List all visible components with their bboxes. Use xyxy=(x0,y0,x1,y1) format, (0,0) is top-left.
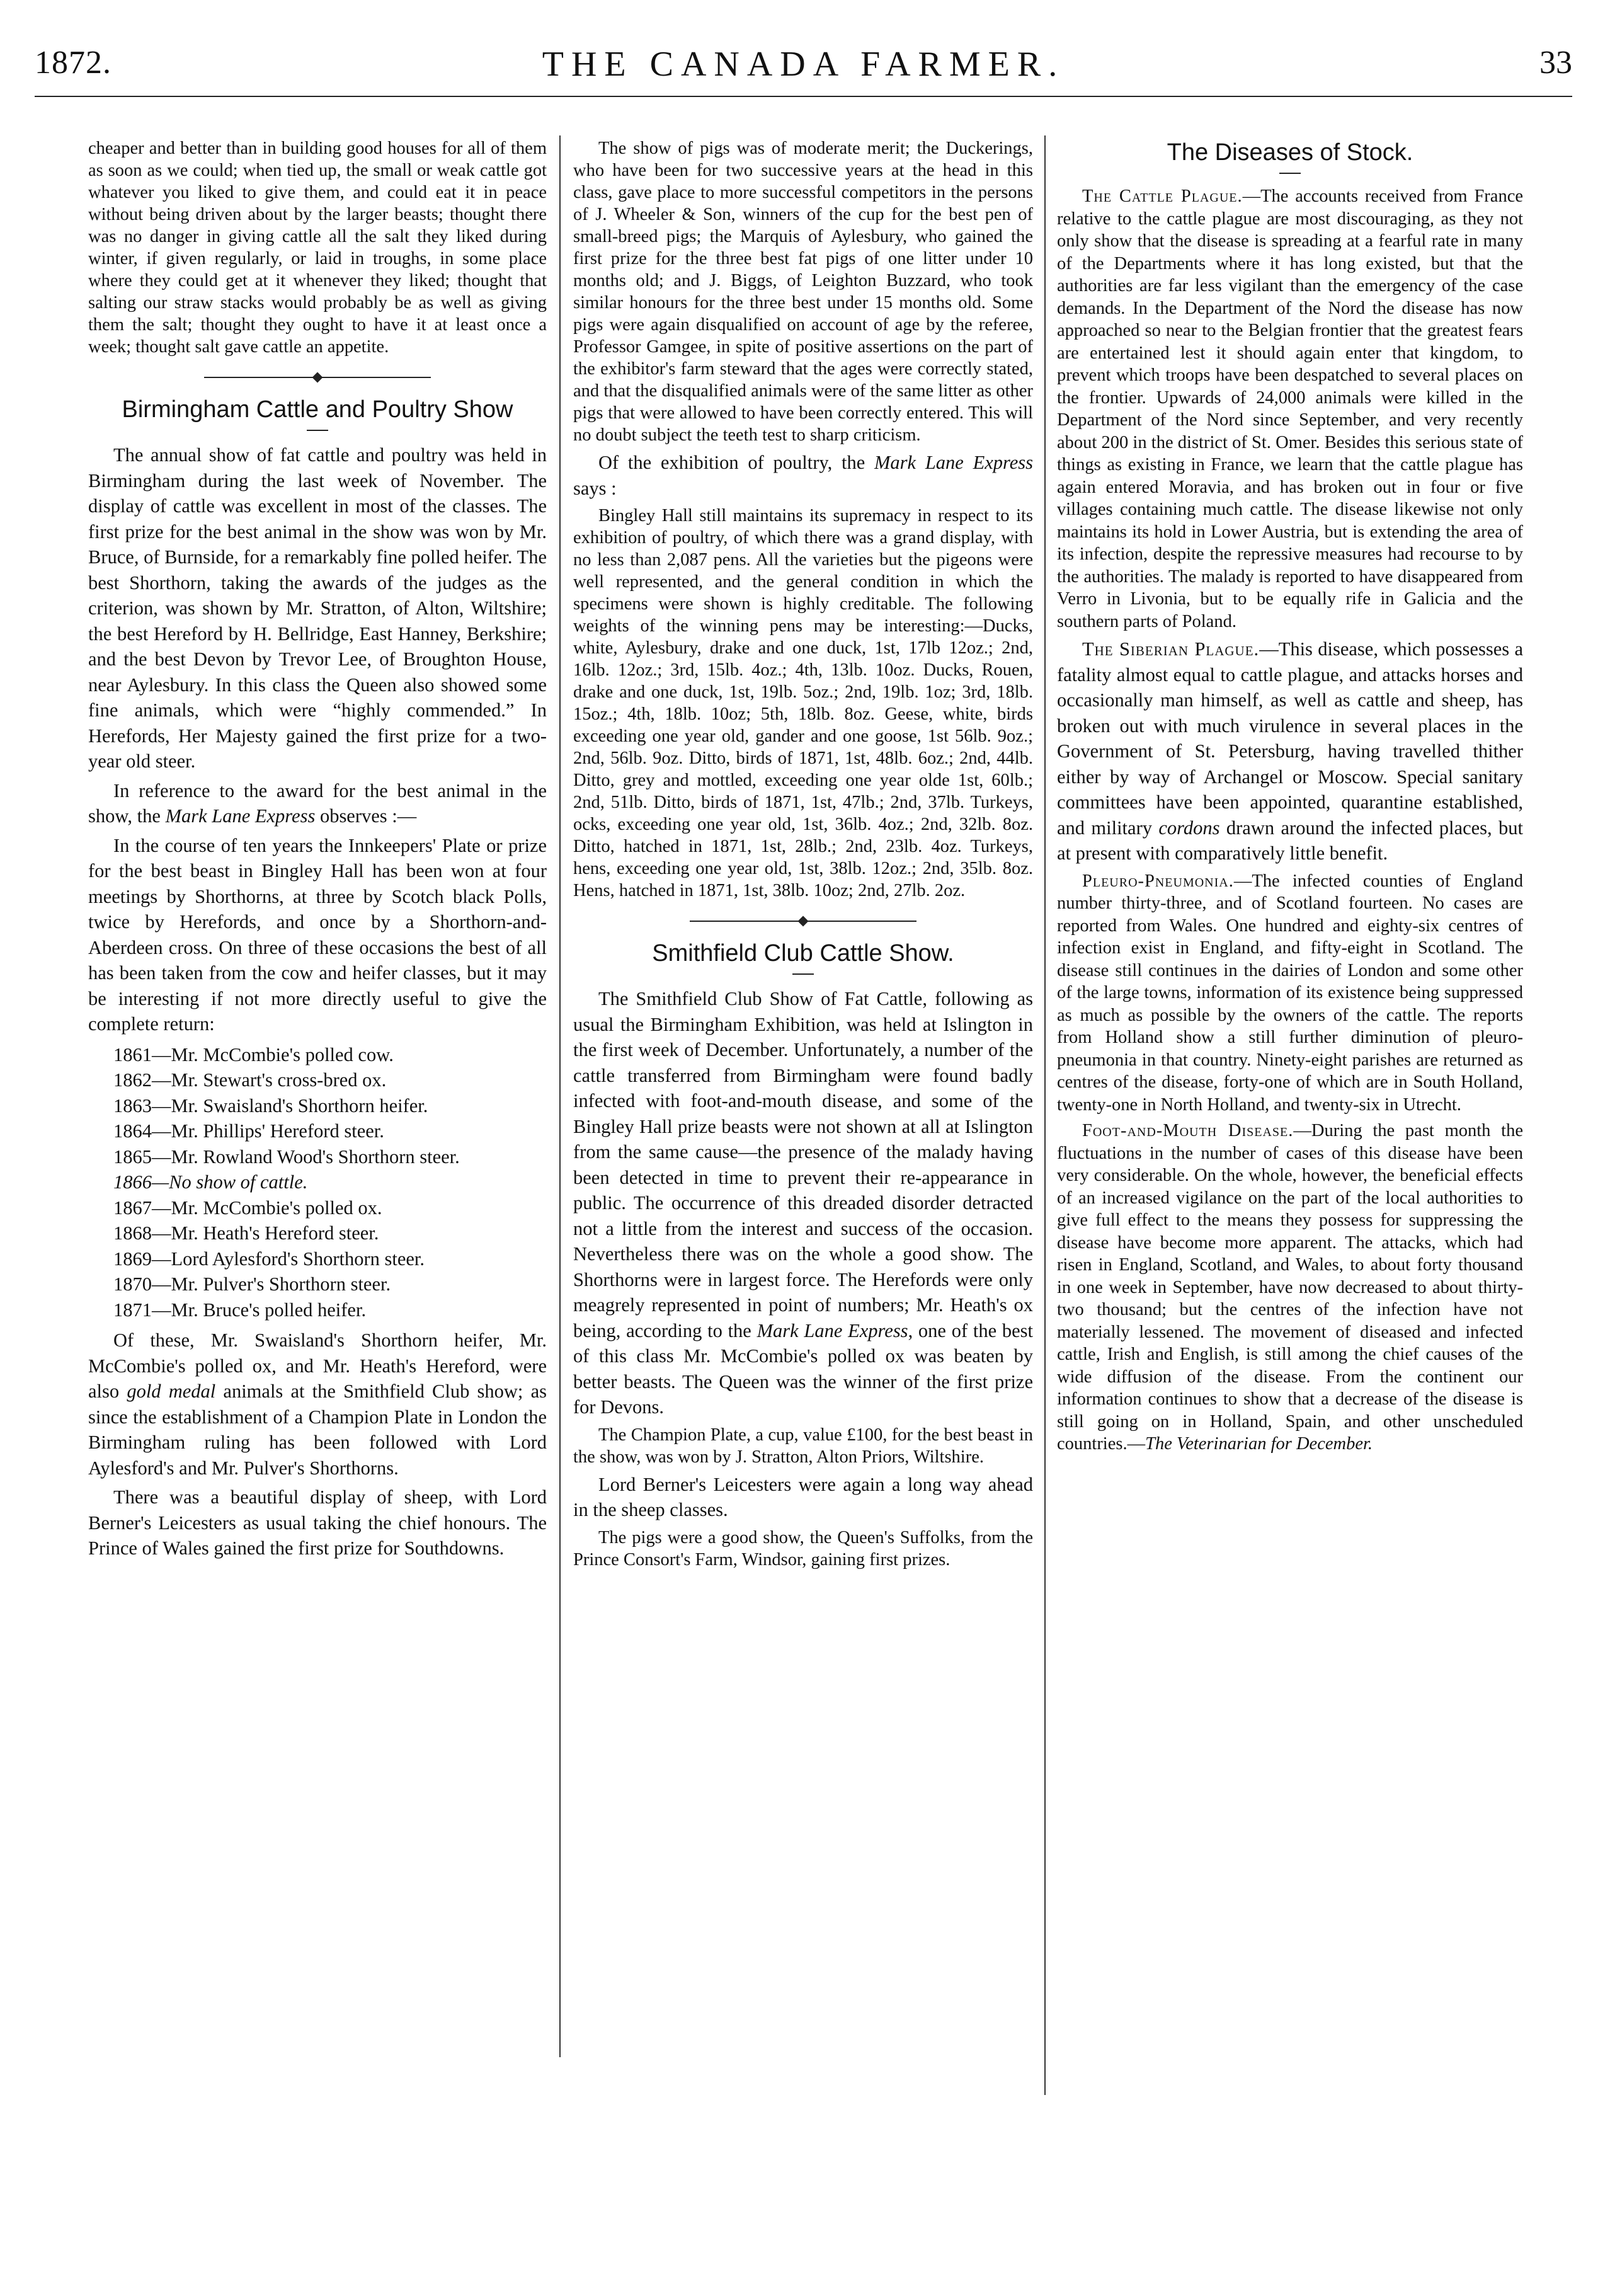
paragraph-label: Pleuro-Pneumonia. xyxy=(1082,871,1234,891)
winners-list xyxy=(88,1042,547,1323)
article-heading-smithfield: Smithfield Club Cattle Show. xyxy=(652,940,954,967)
list-item: 1868—Mr. Heath's Hereford steer. xyxy=(113,1222,379,1244)
quoted-paragraph: Bingley Hall still maintains its supremacy in respect to its exhibition of poultry, of which there was a grand display, with no less than 2,087 pens. All the varieties but the pigeons were well represented, and the general condition in which the specimens were shown is highly creditable. The following weights of the winning pens may be interesting:—Ducks, white, Aylesbury, drake and one duck, 1st, 17lb 12oz.; 2nd, 16lb. 12oz.; 3rd, 15lb. 4oz.; 4th, 13lb. 10oz. Ducks, Rouen, drake and one duck, 1st, 19lb. 5oz.; 2nd, 19lb. 1oz; 3rd, 18lb. 15oz.; 4th, 18lb. 10oz; 5th, 18lb. 8oz. Geese, white, birds exceeding one year old, gander and one goose, 1st 56lb. 9oz.; 2nd, 56lb. 9oz. Ditto, birds of 1871, 1st, 48lb. 6oz.; 2nd, 44lb. Ditto, grey and mottled, exceeding one year olde 1st, 60lb.; 2nd, 51lb. Ditto, birds of 1871, 1st, 47lb.; 2nd, 37lb. Turkeys, ocks, exceeding one year old, 1st, 36lb. 4oz.; 2nd, 32lb. 8oz. Ditto, hatched in 1871, 1st, 28lb.; 2nd, 23lb. 4oz. Turkeys, hens, exceeding one year old, 1st, 38lb. 12oz.; 2nd, 35lb. 8oz. Hens, hatched in 1871, 1st, 38lb. 10oz; 2nd, 27lb. 2oz. xyxy=(573,506,1033,900)
paragraph: The show of pigs was of moderate merit; the Duckerings, who have been for two successive years at the head in this class, gave place to more successful competitors in the persons of J. Wheeler & Son, winners of the cup for the best pen of small-breed pigs; the Marquis of Aylesbury, who gained the first prize for the three best fat pigs of one litter under 10 months old; and J. Biggs, of Leighton Buzzard, who took similar honours for the three best under 15 months old. Some pigs were again disqualified on account of age by the referee, Professor Gamgee, in spite of positive assertions on the part of the exhibitor's farm steward that the ages were correctly stated, and that the disqualified animals were of the same litter as other pigs that were allowed to have been correctly entered. This will no doubt subject the teeth test to sharp criticism. xyxy=(573,139,1033,445)
heading-dash xyxy=(792,973,814,975)
list-item: 1862—Mr. Stewart's cross-bred ox. xyxy=(113,1069,387,1091)
paragraph: The Smithfield Club Show of Fat Cattle, following as usual the Birmingham Exhibition, was held at Islington in the first week of December. Unfortunately, a number of the cattle transferred from Birmingham were found badly infected with foot-and-mouth disease, and some of the Bingley Hall prize beasts were not shown at all at Islington from the same cause—the presence of the malady having been detected in time to prevent their re-appearance in public. The occurrence of this dreaded disorder detracted not a little from the interest and success of the occasion. Nevertheless there was on the whole a good show. The Shorthorns were in largest force. The Herefords were only meagrely represented in point of numbers; Mr. Heath's ox being, according to the Mark Lane Express, one of the best of this class Mr. McCombie's polled ox was beaten by better beasts. The Queen was the winner of the first prize for Devons. xyxy=(573,988,1033,1418)
paragraph: In the course of ten years the Innkeepers' Plate or prize for the best beast in Bingley Hall has been won at four meetings by Shorthorns, at three by Scotch black Polls, twice by Herefords, and once by a Shorthorn-and-Aberdeen cross. On three of these occasions the best of all has been taken from the cow and heifer classes, but it may be interesting if not more directly useful to give the complete return: xyxy=(88,834,547,1035)
paragraph: Lord Berner's Leicesters were again a long way ahead in the sheep classes. xyxy=(573,1473,1033,1520)
paragraph-siberian-plague: The Siberian Plague.—This disease, which possesses a fatality almost equal to cattle plague, and attacks horses and occasionally man himself, as well as cattle and sheep, has broken out with much virulence in several places in the Government of St. Petersburg, having travelled thither either by way of Archangel or Moscow. Special sanitary committees have been appointed, quarantine established, and military cordons drawn around the infected places, but at present with comparatively little benefit. xyxy=(1057,638,1523,864)
column-divider xyxy=(1044,135,1046,2095)
list-item: 1870—Mr. Pulver's Shorthorn steer. xyxy=(113,1273,391,1295)
article-continuation: cheaper and better than in building good houses for all of them as soon as we could; when tied up, the small or weak cattle got whatever you liked to give them, and could eat it in peace without being driven about by the larger beasts; thought there was no danger in giving cattle all the salt they liked during winter, if given regularly, or laid in troughs, in some place where they could get at it whenever they liked; thought that salting our straw stacks would probably be as well as giving them the salt; thought they ought to have it at least once a week; thought salt gave cattle an appetite. xyxy=(88,139,547,357)
heading-dash xyxy=(307,430,328,431)
column-2 xyxy=(573,137,1033,1575)
paragraph-label: The Cattle Plague. xyxy=(1082,187,1243,206)
paragraph: The pigs were a good show, the Queen's Suffolks, from the Prince Consort's Farm, Windsor, gaining first prizes. xyxy=(573,1527,1033,1570)
source-citation: The Veterinarian for December. xyxy=(1145,1434,1373,1454)
section-separator xyxy=(690,921,916,922)
paragraph: The Champion Plate, a cup, value £100, for the best beast in the show, was won by J. Stratton, Alton Priors, Wiltshire. xyxy=(573,1425,1033,1467)
page-number: 33 xyxy=(1539,45,1572,81)
page-header xyxy=(35,44,1572,101)
paragraph: Of the exhibition of poultry, the Mark Lane Express says : xyxy=(573,452,1033,499)
paragraph-cattle-plague: The Cattle Plague.—The accounts received from France relative to the cattle plague are most discouraging, as they not only show that the disease is spreading at a fearful rate in many of the Departments where it has long existed, but that the authorities are far less vigilant than the emergency of the case demands. In the Department of the Nord the disease has now approached so near to the Belgian frontier that the greatest fears are entertained lest it should again enter that kingdom, to prevent which troops have been despatched to several places on the frontier. Upwards of 24,000 animals were killed in the Department of the Nord since September, and very recently about 200 in the district of St. Omer. Besides this serious state of things as existing in France, we learn that the cattle plague has again entered Moravia, and has broken out in four or five villages containing much cattle. The disease likewise not only maintains its hold in Lower Austria, but is extending the area of its infection, despite the repressive measures had recourse to by the authorities. The malady is reported to have disappeared from Verro in Livonia, but to be equally rife in Galicia and the southern parts of Poland. xyxy=(1057,187,1523,631)
paragraph-foot-and-mouth: Foot-and-Mouth Disease.—During the past month the fluctuations in the number of cases of this disease have been very considerable. On the whole, however, the beneficial effects of an increased vigilance on the part of the local authorities to give full effect to the means they possess for suppressing the disease have become more apparent. The attacks, which had risen in England, Scotland, and Wales, to about forty thousand in one week in September, have now decreased to about thirty-two thousand; but the centres of the infection have not materially lessened. The movement of diseased and infected cattle, Irish and English, is still among the chief causes of the wide diffusion of the disease. From the continent our information continues to show that a decrease of the disease is still going on in Holland, Spain, and other unscheduled countries.—The Veterinarian for December. xyxy=(1057,1121,1523,1454)
paragraph-pleuro-pneumonia: Pleuro-Pneumonia.—The infected counties of England number thirty-three, and of Scotland fourteen. No cases are reported from Wales. One hundred and eighty-six centres of infection exist in England, and fifty-eight in Scotland. The disease still continues in the dairies of London and some other of the large towns, information of its existence being suppressed as much as possible by the owners of the cattle. The reports from Holland show a still further diminution of pleuro-pneumonia in that country. Ninety-eight parishes are returned as centres of the disease, forty-one of which are in South Holland, twenty-one in North Holland, and twenty-six in Utrecht. xyxy=(1057,871,1523,1115)
list-item: 1863—Mr. Swaisland's Shorthorn heifer. xyxy=(113,1094,428,1116)
list-item: 1861—Mr. McCombie's polled cow. xyxy=(113,1043,394,1065)
publication-name: Mark Lane Express xyxy=(756,1319,908,1341)
paragraph: In reference to the award for the best animal in the show, the Mark Lane Express observes :— xyxy=(88,779,547,827)
publication-name: Mark Lane Express xyxy=(165,805,316,827)
list-item: 1869—Lord Aylesford's Shorthorn steer. xyxy=(113,1248,425,1270)
emphasis: cordons xyxy=(1158,817,1220,839)
header-year: 1872. xyxy=(35,45,111,81)
paragraph-label: Foot-and-Mouth Disease. xyxy=(1082,1121,1294,1140)
masthead-title: THE CANADA FARMER. xyxy=(542,45,1065,84)
column-3 xyxy=(1057,137,1523,1459)
paragraph-label: The Siberian Plague. xyxy=(1082,638,1260,660)
paragraph: The annual show of fat cattle and poultry was held in Birmingham during the last week of November. The display of cattle was excellent in most of the classes. The first prize for the best animal in the show was won by Mr. Bruce, of Burnside, for a remarkably fine polled heifer. The best Shorthorn, taking the awards of the judges as the criterion, was shown by Mr. Stratton, of Alton, Wiltshire; the best Hereford by H. Bellridge, East Hanney, Berkshire; and the best Devon by Trevor Lee, of Broughton House, near Aylesbury. In this class the Queen also showed some fine animals, which were “highly commended.” In Herefords, Her Majesty gained the first prize for a two-year old steer. xyxy=(88,444,547,772)
list-item: 1864—Mr. Phillips' Hereford steer. xyxy=(113,1120,384,1142)
list-item: 1867—Mr. McCombie's polled ox. xyxy=(113,1197,382,1219)
column-1 xyxy=(88,137,547,1565)
column-divider xyxy=(559,135,561,2057)
heading-dash xyxy=(1279,173,1301,174)
publication-name: Mark Lane Express xyxy=(874,452,1033,473)
list-item: 1865—Mr. Rowland Wood's Shorthorn steer. xyxy=(113,1145,460,1168)
paragraph: Of these, Mr. Swaisland's Shorthorn heifer, Mr. McCombie's polled ox, and Mr. Heath's Hereford, were also gold medal animals at the Smithfield Club show; as since the establishment of a Champion Plate in London the Birmingham ruling has been followed with Lord Aylesford's and Mr. Pulver's Shorthorns. xyxy=(88,1329,547,1479)
list-item: 1866—No show of cattle. xyxy=(113,1171,308,1193)
article-heading-birmingham: Birmingham Cattle and Poultry Show xyxy=(122,396,513,423)
header-rule xyxy=(35,96,1572,97)
paragraph: There was a beautiful display of sheep, with Lord Berner's Leicesters as usual taking the chief honours. The Prince of Wales gained the first prize for Southdowns. xyxy=(88,1486,547,1559)
list-item: 1871—Mr. Bruce's polled heifer. xyxy=(113,1299,367,1321)
emphasis: gold medal xyxy=(127,1380,216,1402)
section-separator xyxy=(204,377,431,378)
article-heading-diseases: The Diseases of Stock. xyxy=(1167,139,1413,166)
